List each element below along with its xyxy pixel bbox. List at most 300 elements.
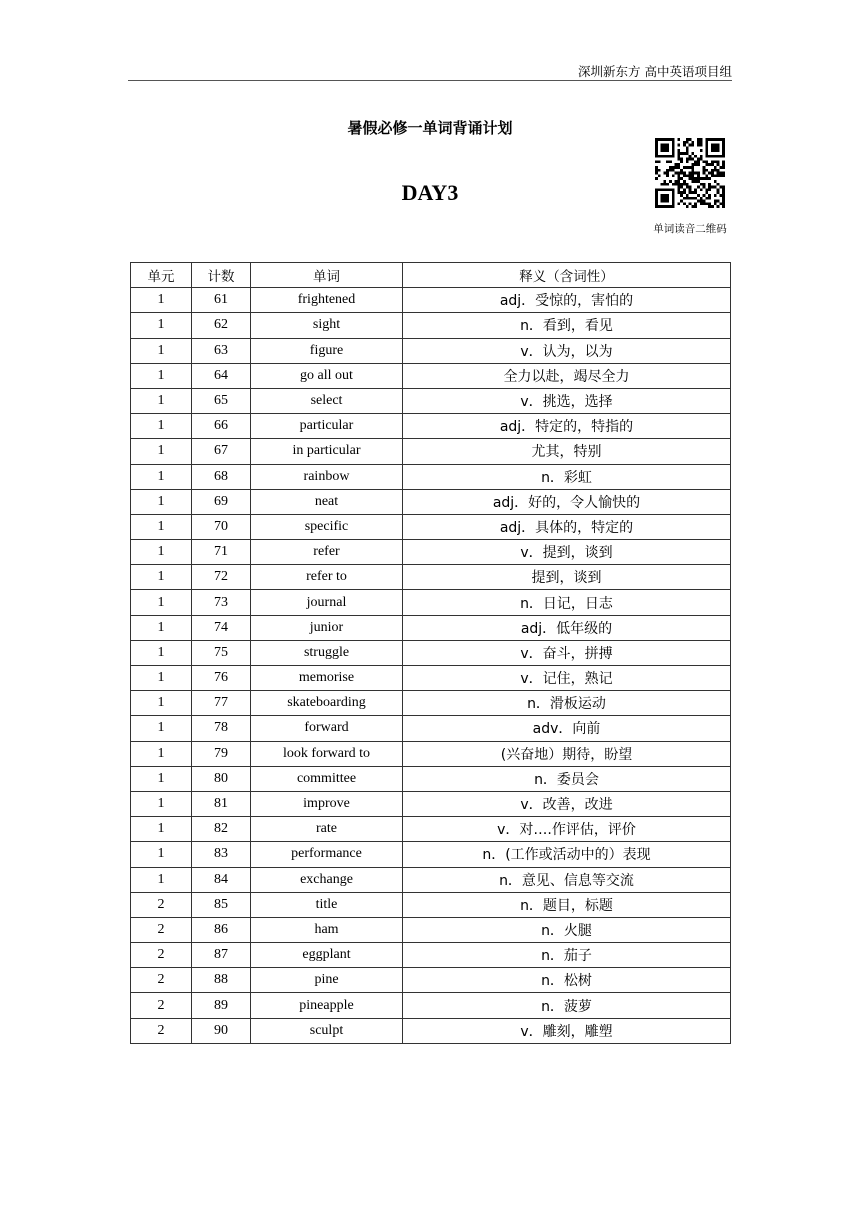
qr-module bbox=[705, 155, 708, 158]
table-row bbox=[131, 640, 731, 665]
qr-module bbox=[675, 172, 678, 175]
qr-module bbox=[661, 146, 664, 149]
cell-unit: 1 bbox=[131, 388, 192, 413]
qr-module bbox=[722, 166, 725, 169]
qr-module bbox=[677, 191, 680, 194]
qr-module bbox=[714, 194, 717, 197]
cell-definition: adv．向前 bbox=[403, 716, 731, 741]
table-row bbox=[131, 540, 731, 565]
qr-module bbox=[711, 144, 714, 147]
qr-module bbox=[711, 169, 714, 172]
qr-module bbox=[672, 155, 675, 158]
qr-module bbox=[691, 144, 694, 147]
qr-module bbox=[663, 197, 666, 200]
qr-module bbox=[658, 160, 661, 163]
qr-module bbox=[719, 174, 722, 177]
qr-module bbox=[655, 149, 658, 152]
qr-module bbox=[705, 197, 708, 200]
table-row bbox=[131, 565, 731, 590]
qr-module bbox=[661, 155, 664, 158]
cell-count: 71 bbox=[192, 540, 251, 565]
qr-module bbox=[719, 172, 722, 175]
qr-module bbox=[703, 186, 706, 189]
table-row bbox=[131, 464, 731, 489]
qr-module bbox=[683, 141, 686, 144]
table-row bbox=[131, 716, 731, 741]
qr-module bbox=[689, 174, 692, 177]
qr-module bbox=[705, 191, 708, 194]
cell-unit: 1 bbox=[131, 439, 192, 464]
qr-module bbox=[689, 202, 692, 205]
qr-module bbox=[663, 172, 666, 175]
qr-module bbox=[672, 183, 675, 186]
cell-definition: adj．受惊的，害怕的 bbox=[403, 288, 731, 313]
qr-module bbox=[669, 205, 672, 208]
qr-module bbox=[697, 144, 700, 147]
cell-unit: 1 bbox=[131, 414, 192, 439]
table-row bbox=[131, 666, 731, 691]
qr-module bbox=[722, 191, 725, 194]
qr-module bbox=[700, 200, 703, 203]
qr-module bbox=[680, 152, 683, 155]
cell-unit: 1 bbox=[131, 640, 192, 665]
qr-module bbox=[686, 174, 689, 177]
qr-module bbox=[672, 141, 675, 144]
cell-word: committee bbox=[251, 766, 403, 791]
qr-module bbox=[714, 138, 717, 141]
cell-word: specific bbox=[251, 514, 403, 539]
qr-module bbox=[655, 146, 658, 149]
qr-module bbox=[697, 174, 700, 177]
table-row bbox=[131, 338, 731, 363]
qr-module bbox=[717, 144, 720, 147]
qr-module bbox=[683, 197, 686, 200]
qr-module bbox=[722, 163, 725, 166]
table-row bbox=[131, 968, 731, 993]
qr-module bbox=[672, 146, 675, 149]
qr-module bbox=[680, 158, 683, 161]
cell-unit: 1 bbox=[131, 666, 192, 691]
cell-count: 80 bbox=[192, 766, 251, 791]
qr-module bbox=[705, 163, 708, 166]
qr-module bbox=[700, 144, 703, 147]
qr-module bbox=[658, 205, 661, 208]
qr-module bbox=[722, 146, 725, 149]
qr-module bbox=[686, 205, 689, 208]
qr-module bbox=[661, 138, 664, 141]
cell-unit: 1 bbox=[131, 363, 192, 388]
qr-module bbox=[708, 183, 711, 186]
qr-module bbox=[663, 188, 666, 191]
qr-module bbox=[700, 141, 703, 144]
qr-module bbox=[655, 194, 658, 197]
qr-module bbox=[711, 160, 714, 163]
qr-module bbox=[722, 174, 725, 177]
qr-module bbox=[708, 177, 711, 180]
qr-module bbox=[714, 200, 717, 203]
qr-module bbox=[672, 200, 675, 203]
qr-module bbox=[722, 205, 725, 208]
cell-unit: 1 bbox=[131, 590, 192, 615]
table-row bbox=[131, 892, 731, 917]
qr-module bbox=[700, 202, 703, 205]
qr-module bbox=[689, 158, 692, 161]
qr-module bbox=[703, 169, 706, 172]
qr-module bbox=[666, 174, 669, 177]
qr-module bbox=[663, 155, 666, 158]
qr-module bbox=[708, 194, 711, 197]
qr-module bbox=[691, 152, 694, 155]
qr-module bbox=[694, 191, 697, 194]
qr-module bbox=[700, 183, 703, 186]
qr-module bbox=[717, 183, 720, 186]
qr-module bbox=[661, 149, 664, 152]
qr-module bbox=[717, 149, 720, 152]
qr-module bbox=[705, 174, 708, 177]
cell-word: improve bbox=[251, 791, 403, 816]
cell-unit: 1 bbox=[131, 716, 192, 741]
qr-module bbox=[691, 197, 694, 200]
qr-module bbox=[683, 144, 686, 147]
cell-unit: 1 bbox=[131, 540, 192, 565]
cell-count: 76 bbox=[192, 666, 251, 691]
qr-module bbox=[705, 169, 708, 172]
qr-module bbox=[683, 191, 686, 194]
cell-count: 85 bbox=[192, 892, 251, 917]
cell-definition: adj．特定的，特指的 bbox=[403, 414, 731, 439]
qr-module bbox=[717, 205, 720, 208]
cell-word: memorise bbox=[251, 666, 403, 691]
qr-module bbox=[655, 155, 658, 158]
qr-module bbox=[680, 177, 683, 180]
qr-module bbox=[719, 202, 722, 205]
qr-module bbox=[717, 163, 720, 166]
cell-word: sight bbox=[251, 313, 403, 338]
qr-module bbox=[669, 180, 672, 183]
qr-module bbox=[655, 202, 658, 205]
qr-module bbox=[689, 191, 692, 194]
cell-unit: 1 bbox=[131, 338, 192, 363]
cell-unit: 1 bbox=[131, 565, 192, 590]
qr-module bbox=[705, 146, 708, 149]
qr-module bbox=[722, 149, 725, 152]
qr-module bbox=[675, 180, 678, 183]
qr-module bbox=[705, 177, 708, 180]
table-row bbox=[131, 867, 731, 892]
cell-count: 88 bbox=[192, 968, 251, 993]
qr-module bbox=[686, 152, 689, 155]
qr-module bbox=[689, 186, 692, 189]
qr-module bbox=[691, 177, 694, 180]
qr-module bbox=[655, 188, 658, 191]
cell-word: eggplant bbox=[251, 943, 403, 968]
qr-module bbox=[677, 174, 680, 177]
cell-definition: v．雕刻，雕塑 bbox=[403, 1018, 731, 1043]
qr-module bbox=[655, 138, 658, 141]
qr-module bbox=[666, 149, 669, 152]
qr-module bbox=[722, 152, 725, 155]
qr-module bbox=[711, 155, 714, 158]
qr-module bbox=[661, 205, 664, 208]
cell-unit: 2 bbox=[131, 917, 192, 942]
qr-module bbox=[697, 172, 700, 175]
qr-module bbox=[689, 138, 692, 141]
qr-module bbox=[711, 186, 714, 189]
cell-definition: v．对….作评估，评价 bbox=[403, 817, 731, 842]
cell-count: 65 bbox=[192, 388, 251, 413]
qr-module bbox=[677, 149, 680, 152]
qr-module bbox=[663, 183, 666, 186]
qr-module bbox=[694, 172, 697, 175]
qr-module bbox=[703, 183, 706, 186]
qr-module bbox=[714, 186, 717, 189]
cell-definition: adj．低年级的 bbox=[403, 615, 731, 640]
qr-module bbox=[677, 155, 680, 158]
qr-module bbox=[717, 188, 720, 191]
qr-module bbox=[663, 194, 666, 197]
cell-word: go all out bbox=[251, 363, 403, 388]
qr-module bbox=[691, 169, 694, 172]
qr-module bbox=[666, 205, 669, 208]
cell-unit: 1 bbox=[131, 313, 192, 338]
cell-count: 74 bbox=[192, 615, 251, 640]
table-row bbox=[131, 288, 731, 313]
qr-module bbox=[680, 194, 683, 197]
qr-module bbox=[722, 138, 725, 141]
qr-module bbox=[672, 197, 675, 200]
qr-module bbox=[655, 177, 658, 180]
qr-module bbox=[711, 138, 714, 141]
qr-module bbox=[689, 144, 692, 147]
qr-module bbox=[663, 200, 666, 203]
table-row bbox=[131, 917, 731, 942]
cell-unit: 2 bbox=[131, 943, 192, 968]
qr-module bbox=[680, 160, 683, 163]
qr-module bbox=[722, 155, 725, 158]
cell-definition: n．火腿 bbox=[403, 917, 731, 942]
qr-module bbox=[680, 172, 683, 175]
qr-module bbox=[669, 169, 672, 172]
qr-module bbox=[689, 197, 692, 200]
qr-module bbox=[691, 163, 694, 166]
qr-module bbox=[708, 138, 711, 141]
qr-module bbox=[697, 180, 700, 183]
qr-module bbox=[705, 202, 708, 205]
qr-module bbox=[697, 200, 700, 203]
cell-count: 62 bbox=[192, 313, 251, 338]
cell-count: 68 bbox=[192, 464, 251, 489]
qr-module bbox=[722, 202, 725, 205]
cell-word: particular bbox=[251, 414, 403, 439]
cell-definition: 全力以赴，竭尽全力 bbox=[403, 363, 731, 388]
cell-count: 77 bbox=[192, 691, 251, 716]
qr-module bbox=[708, 205, 711, 208]
qr-module bbox=[686, 149, 689, 152]
cell-word: forward bbox=[251, 716, 403, 741]
cell-definition: n．松树 bbox=[403, 968, 731, 993]
qr-module bbox=[722, 172, 725, 175]
qr-module bbox=[661, 197, 664, 200]
qr-module bbox=[703, 177, 706, 180]
cell-count: 79 bbox=[192, 741, 251, 766]
document-title: 暑假必修一单词背诵计划 bbox=[347, 119, 513, 137]
qr-module bbox=[700, 138, 703, 141]
qr-module bbox=[655, 141, 658, 144]
table-row bbox=[131, 741, 731, 766]
qr-module bbox=[669, 166, 672, 169]
qr-module bbox=[680, 169, 683, 172]
qr-module bbox=[683, 174, 686, 177]
qr-module bbox=[697, 160, 700, 163]
cell-count: 81 bbox=[192, 791, 251, 816]
qr-module bbox=[666, 146, 669, 149]
qr-module bbox=[658, 155, 661, 158]
qr-module bbox=[677, 158, 680, 161]
qr-module bbox=[677, 138, 680, 141]
qr-module bbox=[703, 160, 706, 163]
qr-module bbox=[680, 186, 683, 189]
qr-module bbox=[700, 155, 703, 158]
qr-module bbox=[680, 200, 683, 203]
cell-definition: adj．好的，令人愉快的 bbox=[403, 489, 731, 514]
qr-module bbox=[683, 183, 686, 186]
qr-module bbox=[686, 166, 689, 169]
qr-module bbox=[719, 155, 722, 158]
cell-unit: 1 bbox=[131, 817, 192, 842]
qr-module bbox=[677, 180, 680, 183]
qr-module bbox=[697, 158, 700, 161]
qr-module bbox=[658, 188, 661, 191]
qr-module bbox=[686, 197, 689, 200]
qr-module bbox=[663, 149, 666, 152]
qr-module bbox=[689, 155, 692, 158]
qr-module bbox=[719, 166, 722, 169]
qr-module bbox=[705, 138, 708, 141]
qr-module bbox=[719, 138, 722, 141]
qr-module bbox=[717, 155, 720, 158]
qr-module bbox=[700, 149, 703, 152]
qr-module bbox=[675, 183, 678, 186]
cell-definition: v．奋斗，拼搏 bbox=[403, 640, 731, 665]
qr-module bbox=[708, 202, 711, 205]
cell-definition: n．委员会 bbox=[403, 766, 731, 791]
qr-module bbox=[705, 144, 708, 147]
qr-module bbox=[658, 138, 661, 141]
cell-definition: adj．具体的，特定的 bbox=[403, 514, 731, 539]
qr-module bbox=[691, 172, 694, 175]
qr-module bbox=[708, 172, 711, 175]
qr-module bbox=[683, 202, 686, 205]
qr-module bbox=[703, 166, 706, 169]
qr-module bbox=[703, 172, 706, 175]
qr-module bbox=[686, 186, 689, 189]
qr-module bbox=[666, 172, 669, 175]
qr-module bbox=[708, 163, 711, 166]
qr-module bbox=[666, 155, 669, 158]
qr-module bbox=[655, 160, 658, 163]
qr-module bbox=[672, 191, 675, 194]
qr-module bbox=[700, 188, 703, 191]
qr-module bbox=[686, 138, 689, 141]
qr-module bbox=[655, 191, 658, 194]
qr-module bbox=[711, 146, 714, 149]
qr-module bbox=[655, 152, 658, 155]
qr-module bbox=[666, 188, 669, 191]
qr-module bbox=[722, 200, 725, 203]
qr-module bbox=[655, 197, 658, 200]
qr-module bbox=[703, 194, 706, 197]
qr-module bbox=[666, 194, 669, 197]
header-organization: 深圳新东方 高中英语项目组 bbox=[578, 64, 732, 79]
cell-unit: 1 bbox=[131, 791, 192, 816]
qr-module bbox=[655, 200, 658, 203]
qr-module bbox=[666, 183, 669, 186]
qr-module bbox=[700, 158, 703, 161]
qr-module bbox=[717, 200, 720, 203]
qr-module bbox=[661, 194, 664, 197]
cell-definition: n．题目，标题 bbox=[403, 892, 731, 917]
qr-module bbox=[666, 144, 669, 147]
cell-definition: n．日记，日志 bbox=[403, 590, 731, 615]
cell-definition: v．挑选，选择 bbox=[403, 388, 731, 413]
cell-count: 69 bbox=[192, 489, 251, 514]
qr-module bbox=[672, 152, 675, 155]
qr-module bbox=[672, 174, 675, 177]
cell-count: 67 bbox=[192, 439, 251, 464]
table-header-row bbox=[131, 263, 731, 288]
qr-module bbox=[669, 138, 672, 141]
cell-word: junior bbox=[251, 615, 403, 640]
qr-module bbox=[677, 166, 680, 169]
qr-module bbox=[700, 177, 703, 180]
table-body bbox=[131, 288, 731, 1044]
qr-module bbox=[708, 197, 711, 200]
cell-word: struggle bbox=[251, 640, 403, 665]
qr-module bbox=[691, 180, 694, 183]
cell-unit: 2 bbox=[131, 892, 192, 917]
cell-count: 83 bbox=[192, 842, 251, 867]
cell-word: skateboarding bbox=[251, 691, 403, 716]
qr-module bbox=[691, 174, 694, 177]
table-row bbox=[131, 363, 731, 388]
qr-module bbox=[705, 141, 708, 144]
cell-word: journal bbox=[251, 590, 403, 615]
cell-definition: 尤其，特别 bbox=[403, 439, 731, 464]
qr-module bbox=[691, 141, 694, 144]
qr-module bbox=[694, 205, 697, 208]
cell-word: rate bbox=[251, 817, 403, 842]
qr-module bbox=[689, 188, 692, 191]
qr-module bbox=[689, 177, 692, 180]
qr-module bbox=[697, 141, 700, 144]
cell-definition: v．认为，以为 bbox=[403, 338, 731, 363]
qr-module bbox=[694, 180, 697, 183]
header-divider bbox=[128, 80, 732, 81]
qr-module bbox=[714, 169, 717, 172]
qr-module bbox=[694, 160, 697, 163]
cell-word: refer bbox=[251, 540, 403, 565]
qr-module bbox=[708, 188, 711, 191]
cell-count: 70 bbox=[192, 514, 251, 539]
qr-module bbox=[683, 166, 686, 169]
qr-module bbox=[711, 172, 714, 175]
qr-module bbox=[686, 183, 689, 186]
cell-count: 73 bbox=[192, 590, 251, 615]
cell-word: figure bbox=[251, 338, 403, 363]
qr-module bbox=[717, 174, 720, 177]
qr-module bbox=[691, 205, 694, 208]
qr-module bbox=[691, 191, 694, 194]
